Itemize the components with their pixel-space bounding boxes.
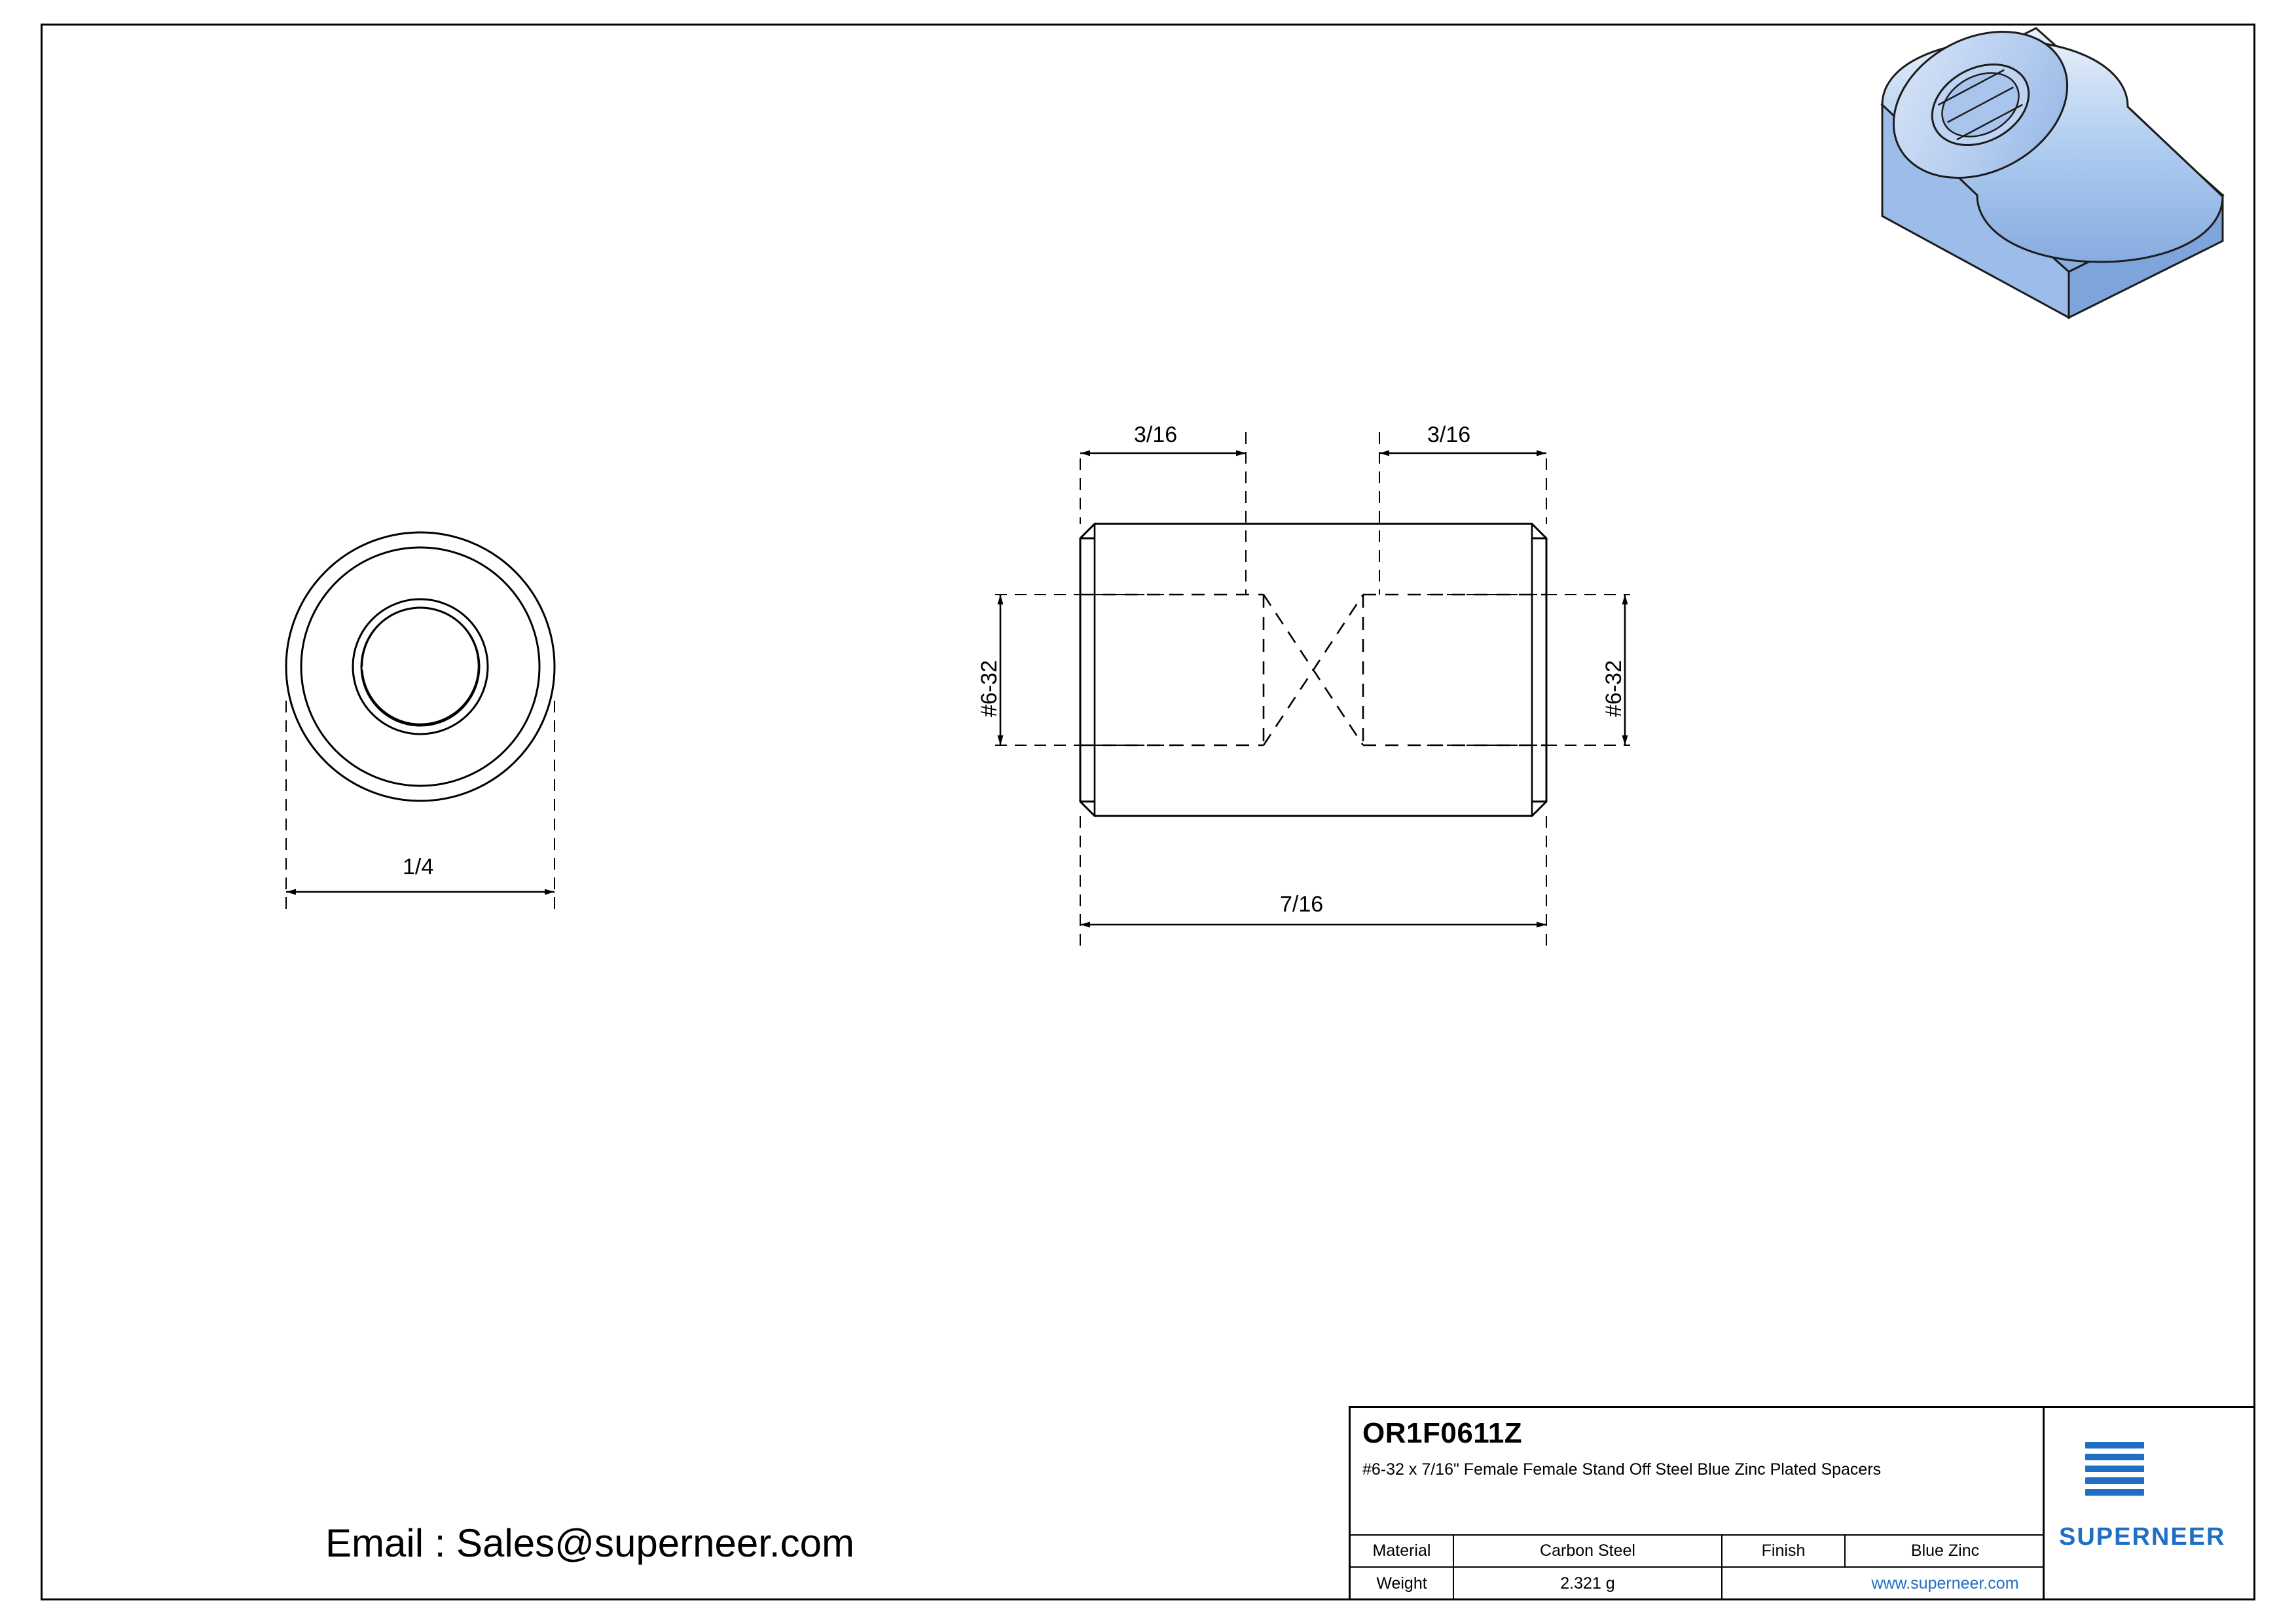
dim-label-right-thread-size: #6-32 xyxy=(1601,660,1626,717)
finish-value: Blue Zinc xyxy=(1910,1541,1980,1560)
weight-value: 2.321 g xyxy=(1454,1568,1722,1600)
table-row xyxy=(1351,1536,2045,1568)
dim-label-right-thread-depth: 3/16 xyxy=(1427,422,1471,447)
dim-label-overall-length: 7/16 xyxy=(1280,892,1324,917)
spacer-cell xyxy=(1722,1568,1846,1600)
brand-logo xyxy=(2045,1408,2255,1598)
spec-table xyxy=(1351,1534,2045,1598)
material-label: Material xyxy=(1351,1536,1454,1566)
part-description: #6-32 x 7/16" Female Female Stand Off Steel Blue Zinc Plated Spacers xyxy=(1362,1460,1882,1479)
contact-email: Email : Sales@superneer.com xyxy=(325,1521,854,1565)
weight-label: Weight xyxy=(1351,1568,1454,1600)
title-block xyxy=(1349,1406,2255,1600)
dim-label-left-thread-size: #6-32 xyxy=(977,660,1002,717)
table-row xyxy=(1351,1568,2045,1600)
logo-bars-icon xyxy=(2085,1442,2144,1505)
website-link[interactable]: www.superneer.com xyxy=(1871,1574,2019,1593)
dim-label-end-diameter: 1/4 xyxy=(403,855,434,879)
website-cell xyxy=(1846,1568,2045,1600)
dim-label-left-thread-depth: 3/16 xyxy=(1134,422,1178,447)
brand-name: SUPERNEER xyxy=(2059,1523,2226,1551)
part-code: OR1F0611Z xyxy=(1362,1417,1523,1449)
sheet-border xyxy=(41,24,2255,1600)
finish-label: Finish xyxy=(1722,1536,1846,1566)
material-value: Carbon Steel xyxy=(1454,1536,1722,1566)
title-block-info xyxy=(1351,1408,2045,1598)
